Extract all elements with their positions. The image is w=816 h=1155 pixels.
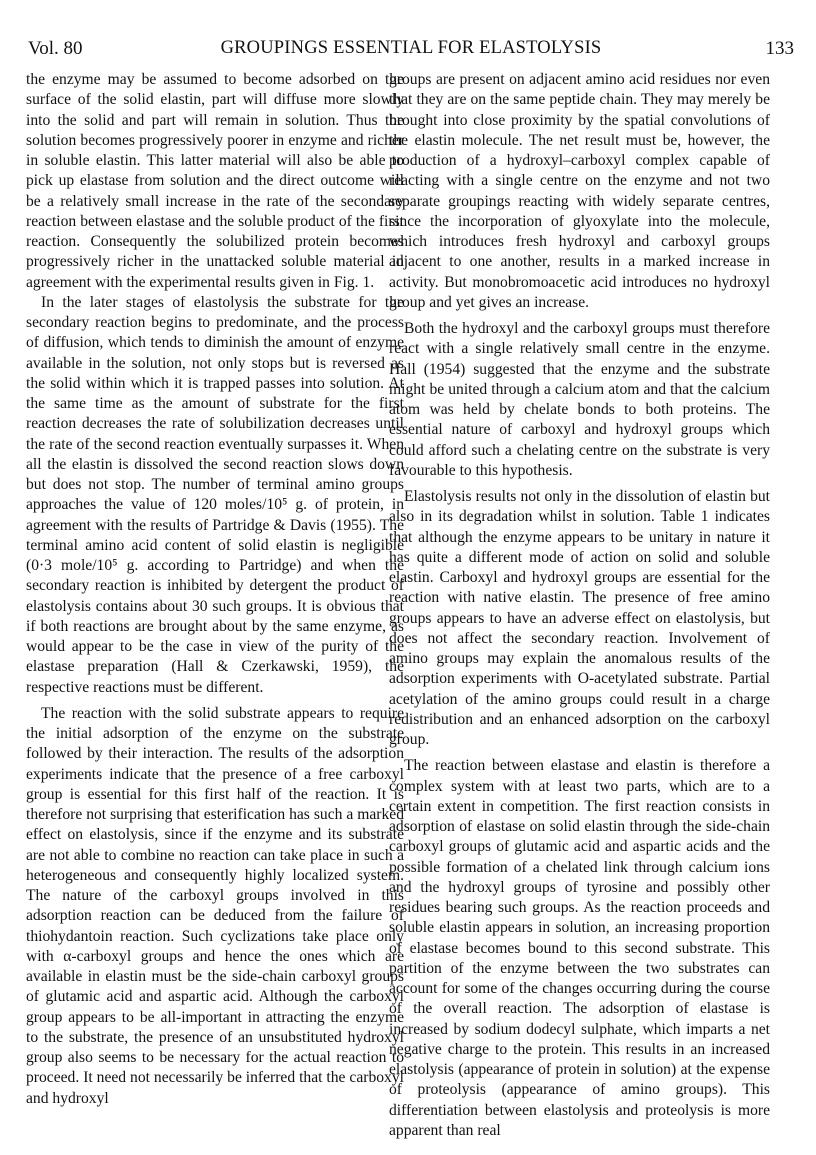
paragraph: groups are present on adjacent amino acid residues nor even that they are on the same peptide chain. They may merely be brought into close proximity by the spatial convolutions of the elastin molecule. The net result must be, however, the production of a hydroxyl–carboxyl complex capable of reacting with a single centre on the enzyme and not two separate groupings reacting with widely separate centres, since the incorporation of glyoxylate into the molecule, which introduces fresh hydroxyl and carboxyl groups adjacent to one another, results in a marked increase in activity. But monobromoacetic acid introduces no hydroxyl group and yet gives an increase.: [389, 71, 770, 311]
left-column: [26, 70, 404, 1109]
right-column: [389, 70, 770, 1141]
paragraph: the enzyme may be assumed to become adsorbed on the surface of the solid elastin, part will diffuse more slowly into the solid and part will remain in solution. Thus the solution becomes progressively poorer in enzyme and richer in soluble elastin. This latter material will also be able to pick up elastase from solution and the direct outcome will be a relatively small increase in the rate of the secondary reaction between elastase and the soluble product of the first reaction. Consequently the solubilized protein becomes progressively richer in the unattacked soluble material in agreement with the experimental results given in Fig. 1.: [26, 71, 404, 291]
paragraph: The reaction between elastase and elastin is therefore a complex system with at least two parts, which are to a certain extent in competition. The first reaction consists in adsorption of elastase on solid elastin through the side-chain carboxyl groups of glutamic acid and aspartic acids and the possible formation of a chelated link through calcium ions and the hydroxyl groups of tyrosine and possibly other residues bearing such groups. As the reaction proceeds and soluble elastin appears in solution, an increasing proportion of elastase becomes bound to this second substrate. This partition of the enzyme between the two substrates can account for some of the changes occurring during the course of the overall reaction. The adsorption of elastase is increased by sodium dodecyl sulphate, which imparts a net negative charge to the protein. This results in an increased elastolysis (appearance of protein in solution) at the expense of proteolysis (appearance of amino groups). This differentiation between elastolysis and proteolysis is more apparent than real: [389, 757, 770, 1139]
running-title: GROUPINGS ESSENTIAL FOR ELASTOLYSIS: [220, 38, 602, 58]
page-number: 133: [765, 38, 794, 59]
paragraph: Elastolysis results not only in the dissolution of elastin but also in its degradation whilst in solution. Table 1 indicates that although the enzyme appears to be unitary in nature it has quite a different mode of action on solid and soluble elastin. Carboxyl and hydroxyl groups are essential for the reaction with native elastin. The presence of free amino groups appears to have an adverse effect on elastolysis, but does not affect the secondary reaction. Involvement of amino groups may explain the anomalous results of the adsorption experiments with O-acetylated substrate. Partial acetylation of the amino groups could result in a charge redistribution and an enhanced adsorption on the carboxyl group.: [389, 488, 770, 748]
paragraph: The reaction with the solid substrate appears to require the initial adsorption of the enzyme on the substrate followed by their interaction. The results of the adsorption experiments indicate that the presence of a free carboxyl group is essential for this first half of the reaction. It is therefore not surprising that esterification has such a marked effect on elastolysis, since if the enzyme and its substrate are not able to combine no reaction can take place in such a heterogeneous and consequently highly localized system. The nature of the carboxyl groups involved in this adsorption reaction can be deduced from the failure of thiohydantoin reaction. Such cyclizations take place only with α-carboxyl groups and hence the ones which are available in elastin must be the side-chain carboxyl groups of glutamic acid and aspartic acid. Although the carboxyl group appears to be all-important in attracting the enzyme to the substrate, the presence of an unsubstituted hydroxyl group also seems to be necessary for the actual reaction to proceed. It need not necessarily be inferred that the carboxyl and hydroxyl: [26, 704, 404, 1107]
paragraph: In the later stages of elastolysis the substrate for the secondary reaction begins to predominate, and the process of diffusion, which tends to diminish the amount of enzyme available in the solution, not only stops but is reversed as the solid within which it is trapped passes into solution. At the same time as the amount of substrate for the first reaction decreases the rate of solubilization decreases until the rate of the second reaction eventually surpasses it. When all the elastin is dissolved the second reaction slows down but does not stop. The number of terminal amino groups approaches the value of 120 moles/10⁵ g. of protein, in agreement with the results of Partridge & Davis (1955). The terminal amino acid content of solid elastin is negligible (0·3 mole/10⁵ g. according to Partridge) and when the secondary reaction is inhibited by detergent the product of elastolysis contains about 30 such groups. It is obvious that if both reactions are brought about by the same enzyme, as would appear to be the case in view of the purity of the elastase preparation (Hall & Czerkawski, 1959), the respective reactions must be different.: [26, 293, 404, 696]
paragraph: Both the hydroxyl and the carboxyl groups must therefore react with a single relatively small centre in the enzyme. Hall (1954) suggested that the enzyme and the substrate might be united through a calcium atom and that the calcium atom was held by chelate bonds to both proteins. The essential nature of carboxyl and hydroxyl groups which could afford such a chelating centre on the substrate is very favourable to this hypothesis.: [389, 320, 770, 479]
volume-label: Vol. 80: [28, 38, 83, 59]
running-header: [28, 38, 794, 68]
